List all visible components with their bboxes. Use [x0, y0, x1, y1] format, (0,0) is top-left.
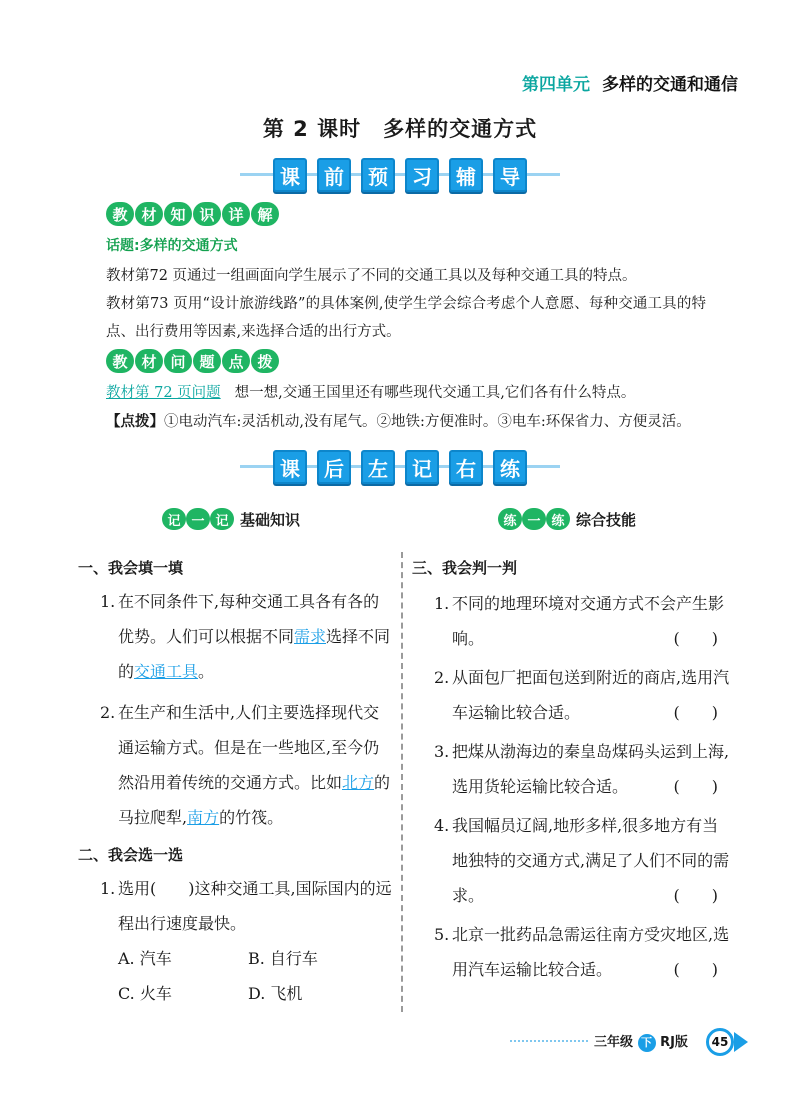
choice-options [78, 941, 394, 1011]
banner-tile: 左 [361, 450, 395, 484]
banner-tile: 后 [317, 450, 351, 484]
question-text: 的马拉爬犁, [118, 773, 391, 827]
item-text: 我国幅员辽阔,地形多样,很多地方有当地独特的交通方式,满足了人们不同的需求。 [452, 816, 730, 905]
pill-char: 题 [193, 349, 221, 373]
unit-number: 第四单元 [522, 75, 590, 95]
option-d: D. 飞机 [248, 984, 303, 1003]
unit-header [522, 70, 738, 95]
answer-bracket: ( ) [673, 703, 718, 722]
answer-blank: 南方 [187, 808, 220, 827]
pill-char: 详 [222, 202, 250, 226]
question-text: 在不同条件下,每种交通工具各有各的优势。人们可以根据不同 [118, 592, 380, 646]
fill-question-2 [78, 695, 394, 835]
page-footer [510, 1028, 750, 1054]
banner-tile: 前 [317, 158, 351, 192]
pill-char: 点 [222, 349, 250, 373]
choice-question-1 [78, 871, 394, 941]
item-number: 3. [434, 742, 450, 761]
banner-preview [0, 158, 800, 192]
question-number: 1. [100, 879, 116, 898]
question-number: 2. [100, 703, 116, 722]
pill-char: 教 [106, 349, 134, 373]
column-divider [401, 552, 403, 1012]
item-text: 从面包厂把面包送到附近的商店,选用汽车运输比较合适。 [452, 668, 730, 722]
pill-char: 问 [164, 349, 192, 373]
badge-char: 记 [210, 508, 234, 530]
question-text: 在生产和生活中,人们主要选择现代交通运输方式。但是在一些地区,至今仍然沿用着传统的交通方式。比如 [118, 703, 380, 792]
tip-line [106, 410, 691, 431]
pill-char: 材 [135, 202, 163, 226]
question-text: 选择不同的 [118, 627, 391, 681]
pill-char: 拨 [251, 349, 279, 373]
option-a: A. 汽车 [118, 949, 172, 968]
banner-tile: 课 [273, 450, 307, 484]
term-badge: 下 [638, 1034, 656, 1052]
paragraph-1 [106, 262, 706, 290]
edition-label: RJ版 [660, 1035, 688, 1050]
question-text: 选用( )这种交通工具,国际国内的远程出行速度最快。 [118, 879, 392, 933]
question-number: 1. [100, 592, 116, 611]
badge-char: 一 [522, 508, 546, 530]
page-arrow-icon [734, 1032, 748, 1052]
item-number: 1. [434, 594, 450, 613]
item-text: 把煤从渤海边的秦皇岛煤码头运到上海,选用货轮运输比较合适。 [452, 742, 730, 796]
sub-head-label: 综合技能 [576, 510, 637, 529]
footer-grade [594, 1031, 688, 1052]
item-number: 4. [434, 816, 450, 835]
question-label: 教材第 72 页问题 [106, 385, 221, 401]
footer-dots [510, 1040, 588, 1042]
section-title-fill: 一、我会填一填 [78, 559, 184, 577]
pill-char: 知 [164, 202, 192, 226]
section-title-judge: 三、我会判一判 [412, 559, 518, 577]
banner-tile: 预 [361, 158, 395, 192]
grade-label: 三年级 [594, 1035, 634, 1050]
banner-tile: 导 [493, 158, 527, 192]
badge-char: 记 [162, 508, 186, 530]
left-column [78, 552, 394, 1011]
section-pill-knowledge [106, 202, 279, 226]
banner-tile: 记 [405, 450, 439, 484]
section-pill-questions [106, 349, 279, 373]
lesson-name: 多样的交通方式 [383, 117, 538, 141]
judge-item-1 [412, 586, 730, 656]
question-text: 想一想,交通王国里还有哪些现代交通工具,它们各有什么特点。 [234, 385, 636, 401]
option-b: B. 自行车 [248, 949, 318, 968]
answer-bracket: ( ) [673, 777, 718, 796]
pill-char: 解 [251, 202, 279, 226]
tip-label: 【点拨】 [106, 413, 164, 430]
answer-blank: 需求 [294, 627, 327, 646]
item-number: 2. [434, 668, 450, 687]
right-column [412, 552, 730, 987]
textbook-question [106, 381, 635, 402]
pill-char: 识 [193, 202, 221, 226]
lesson-number: 第 2 课时 [262, 117, 362, 141]
paragraph-2: 教材第73 页用“设计旅游线路”的具体案例,使学生学会综合考虑个人意愿、每种交通工具的特点、出行费用等因素,来选择合适的出行方式。 [106, 296, 706, 340]
judge-item-2 [412, 660, 730, 730]
banner-tile: 习 [405, 158, 439, 192]
judge-item-4 [412, 808, 730, 913]
answer-blank: 北方 [342, 773, 375, 792]
lesson-title [0, 113, 800, 143]
pill-char: 材 [135, 349, 163, 373]
answer-bracket: ( ) [673, 886, 718, 905]
item-text: 不同的地理环境对交通方式不会产生影响。 [452, 594, 725, 648]
sub-head-label: 基础知识 [240, 510, 301, 529]
topic-line: 话题:多样的交通方式 [106, 238, 238, 254]
banner-tile: 辅 [449, 158, 483, 192]
item-number: 5. [434, 925, 450, 944]
fill-question-1 [78, 584, 394, 689]
item-text: 北京一批药品急需运往南方受灾地区,选用汽车运输比较合适。 [452, 925, 730, 979]
paragraph-1-text: 教材第72 页通过一组画面向学生展示了不同的交通工具以及每种交通工具的特点。 [106, 268, 637, 284]
sub-head-badge [162, 508, 234, 530]
pill-char: 教 [106, 202, 134, 226]
judge-item-5 [412, 917, 730, 987]
badge-char: 一 [186, 508, 210, 530]
banner-practice [0, 450, 800, 484]
banner-tile: 右 [449, 450, 483, 484]
answer-bracket: ( ) [673, 629, 718, 648]
answer-bracket: ( ) [673, 960, 718, 979]
sub-head-badge [498, 508, 570, 530]
tip-text: ①电动汽车:灵活机动,没有尾气。②地铁:方便准时。③电车:环保省力、方便灵活。 [164, 414, 691, 430]
banner-tile: 练 [493, 450, 527, 484]
answer-blank: 交通工具 [134, 662, 199, 681]
unit-name: 多样的交通和通信 [602, 75, 738, 95]
badge-char: 练 [498, 508, 522, 530]
judge-item-3 [412, 734, 730, 804]
question-text: 。 [198, 662, 215, 681]
section-title-choose: 二、我会选一选 [78, 846, 184, 864]
banner-tile: 课 [273, 158, 307, 192]
sub-head-skills [498, 508, 636, 530]
badge-char: 练 [546, 508, 570, 530]
sub-head-basic [162, 508, 300, 530]
option-c: C. 火车 [118, 984, 172, 1003]
page-number: 45 [706, 1028, 734, 1056]
question-text: 的竹筏。 [219, 808, 284, 827]
